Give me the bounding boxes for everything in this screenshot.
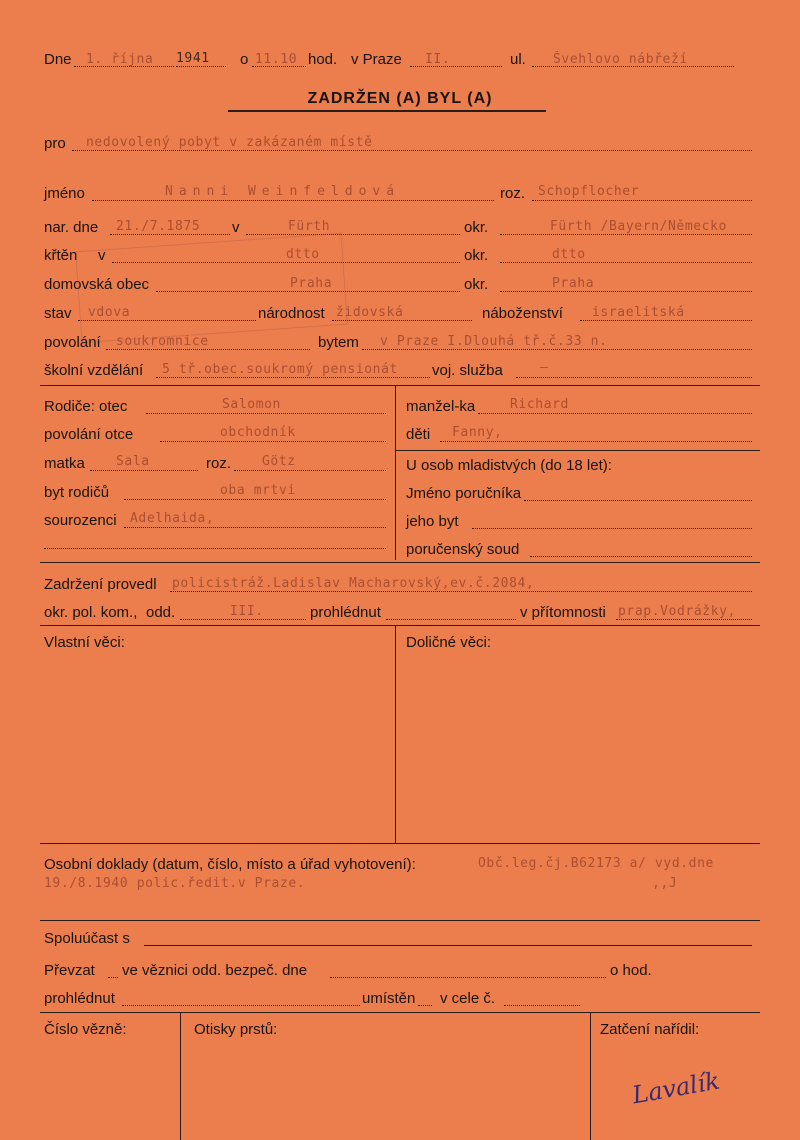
stav-label: stav xyxy=(44,305,72,322)
prevzat-label: Převzat xyxy=(44,962,95,979)
spouse-value: Richard xyxy=(510,397,569,412)
matka-roz-label: roz. xyxy=(206,455,232,472)
birth-place-value: Fürth xyxy=(288,219,331,234)
birth-district-value: Fürth /Bayern/Německo xyxy=(550,219,727,234)
witness-value: prap.Vodrážky, xyxy=(618,604,736,619)
porucnik-label: Jméno poručníka xyxy=(406,485,522,502)
father-value: Salomon xyxy=(222,397,281,412)
byt-rodicu-label: byt rodičů xyxy=(44,484,110,501)
vlastni-label: Vlastní věci: xyxy=(44,634,125,651)
bytem-label: bytem xyxy=(318,334,359,351)
skolni-label: školní vzdělání xyxy=(44,362,144,379)
manzel-label: manžel-ka xyxy=(406,398,476,415)
provedl-label: Zadržení provedl xyxy=(44,576,157,593)
okr-label-1: okr. xyxy=(464,219,489,236)
voj-label: voj. služba xyxy=(432,362,503,379)
odd-label: odd. xyxy=(146,604,176,621)
soud-label: poručenský soud xyxy=(406,541,520,558)
occupation-value: soukromnice xyxy=(116,334,209,349)
officer-value: policistráž.Ladislav Macharovský,ev.č.2084, xyxy=(172,576,535,591)
krten-v-label: v xyxy=(98,247,106,264)
umisten-label: umístěn xyxy=(362,990,416,1007)
mother-value: Sala xyxy=(116,454,150,469)
nabozenstvi-label: náboženství xyxy=(482,305,563,322)
narodnost-label: národnost xyxy=(258,305,325,322)
nar-v-label: v xyxy=(232,219,240,236)
cislo-label: Číslo vězně: xyxy=(44,1021,127,1038)
children-value: Fanny, xyxy=(452,425,503,440)
religion-value: israelitská xyxy=(592,305,685,320)
spoluucast-label: Spoluúčast s xyxy=(44,930,130,947)
name-value: Nanni Weinfeldová xyxy=(165,184,401,199)
home-district-value: Praha xyxy=(552,276,595,291)
dolicne-label: Doličné věci: xyxy=(406,634,492,651)
faded-stamp xyxy=(75,233,348,343)
street-value: Švehlovo nábřeží xyxy=(553,52,688,67)
date-value: 1. října xyxy=(86,52,154,67)
ul-label: ul. xyxy=(510,51,526,68)
cele-label: v cele č. xyxy=(440,990,496,1007)
time-value: 11.10 xyxy=(255,52,298,67)
parents-residence-value: oba mrtvi xyxy=(220,483,296,498)
okr-label-3: okr. xyxy=(464,276,489,293)
documents-label: Osobní doklady (datum, číslo, místo a úřad vyhotovení): xyxy=(44,856,416,873)
father-occupation-value: obchodník xyxy=(220,425,296,440)
pro-label: pro xyxy=(44,135,66,152)
birth-date-value: 21./7.1875 xyxy=(116,219,201,234)
prohlednut-label-1: prohlédnut xyxy=(310,604,381,621)
education-value: 5 tř.obec.soukromý pensionát xyxy=(162,362,398,377)
povolani-label: povolání xyxy=(44,334,101,351)
veznice-label: ve věznici odd. bezpeč. dne xyxy=(122,962,308,979)
form-title: ZADRŽEN (A) BYL (A) xyxy=(307,90,493,107)
jmeno-label: jméno xyxy=(44,185,85,202)
prohlednut-label-2: prohlédnut xyxy=(44,990,115,1007)
sourozenci-label: sourozenci xyxy=(44,512,117,529)
pro-value: nedovolený pobyt v zakázaném místě xyxy=(86,135,373,150)
roz-label: roz. xyxy=(500,185,526,202)
hod-label: hod. xyxy=(308,51,338,68)
nationality-value: židovská xyxy=(336,305,404,320)
otisky-label: Otisky prstů: xyxy=(194,1021,278,1038)
okr-label-2: okr. xyxy=(464,247,489,264)
bapt-district-value: dtto xyxy=(552,247,586,262)
mother-maiden-value: Götz xyxy=(262,454,296,469)
pritomnosti-label: v přítomnosti xyxy=(520,604,606,621)
status-value: vdova xyxy=(88,305,131,320)
o-hod-label: o hod. xyxy=(610,962,652,979)
siblings-value: Adelhaida, xyxy=(130,511,215,526)
nar-label: nar. dne xyxy=(44,219,99,236)
matka-label: matka xyxy=(44,455,85,472)
signature: Lavalík xyxy=(630,1066,722,1110)
military-value: — xyxy=(540,360,549,375)
krten-label: křtěn xyxy=(44,247,78,264)
maiden-value: Schopflocher xyxy=(538,184,640,199)
address-value: v Praze I.Dlouhá tř.č.33 n. xyxy=(380,334,608,349)
domovska-label: domovská obec xyxy=(44,276,150,293)
minors-label: U osob mladistvých (do 18 let): xyxy=(406,457,612,474)
dne-label: Dne xyxy=(44,51,72,68)
jeho-byt-label: jeho byt xyxy=(406,513,459,530)
deti-label: děti xyxy=(406,426,431,443)
okr-pol-label: okr. pol. kom., xyxy=(44,604,138,621)
povolani-otce-label: povolání otce xyxy=(44,426,134,443)
praze-label: v Praze xyxy=(351,51,402,68)
documents-line1: Obč.leg.čj.B62173 a/ vyd.dne xyxy=(478,856,714,871)
zatceni-label: Zatčení nařídil: xyxy=(600,1021,700,1038)
district-value: II. xyxy=(425,52,451,67)
documents-mark: ,,J xyxy=(652,876,678,891)
year-value: 1941 xyxy=(176,51,210,66)
bapt-place-value: dtto xyxy=(286,247,320,262)
home-value: Praha xyxy=(290,276,333,291)
rodice-label: Rodiče: otec xyxy=(44,398,128,415)
documents-line2: 19./8.1940 polic.ředit.v Praze. xyxy=(44,876,306,891)
o-label: o xyxy=(240,51,249,68)
dept-value: III. xyxy=(230,604,264,619)
